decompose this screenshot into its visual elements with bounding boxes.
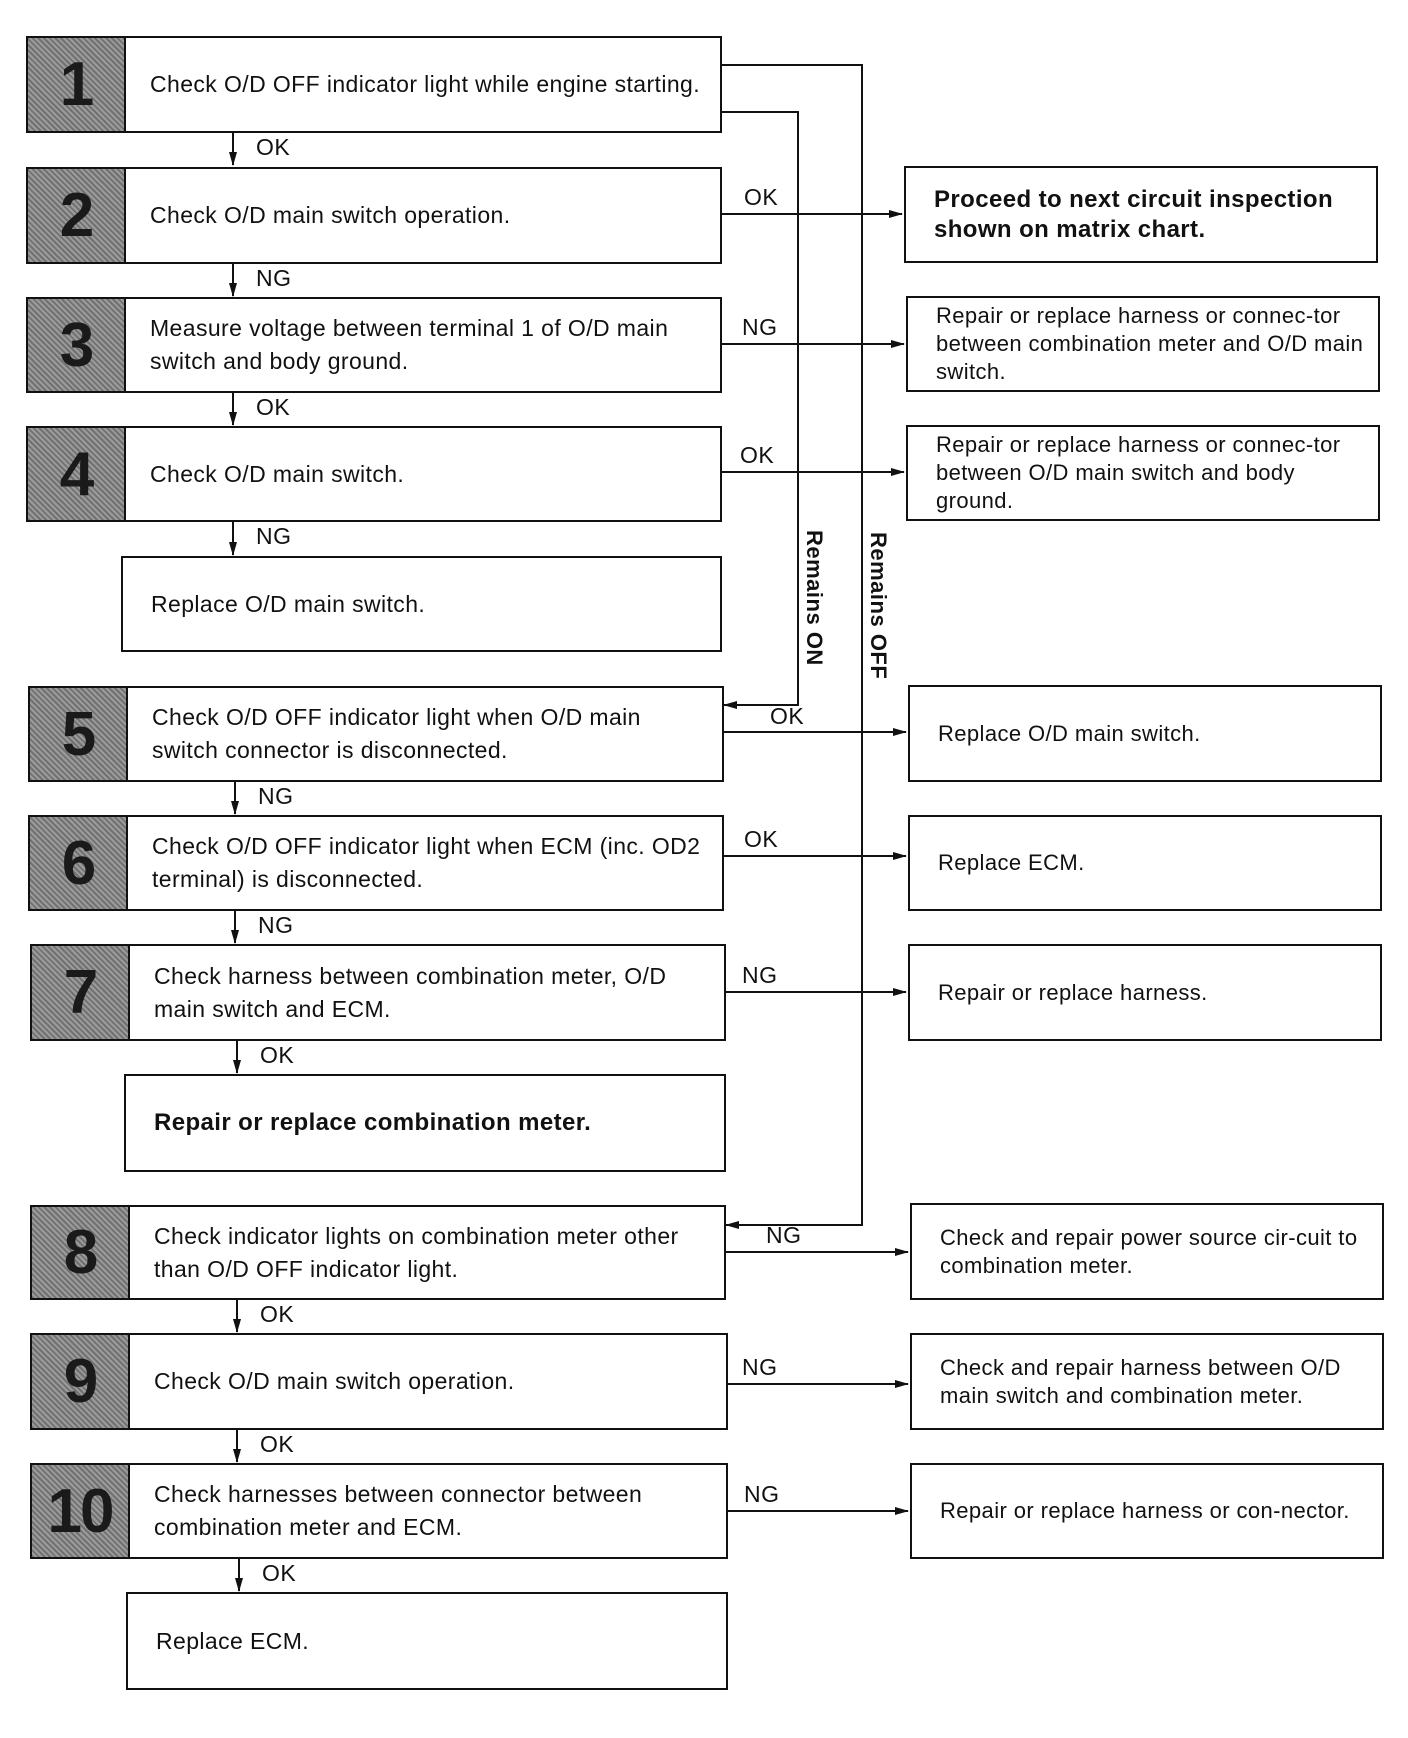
result-8-text: Check and repair power source cir-cuit to combination meter. <box>940 1224 1358 1278</box>
label-right-10: NG <box>744 1481 780 1507</box>
label-right-4: OK <box>740 442 775 468</box>
label-down-8: OK <box>260 1301 295 1327</box>
step-6-text: Check O/D OFF indicator light when ECM (inc. OD2 terminal) is disconnected. <box>152 833 701 892</box>
label-remains-on: Remains ON <box>802 530 827 666</box>
label-right-5: OK <box>770 703 805 729</box>
repair-combination-meter-text: Repair or replace combination meter. <box>154 1109 592 1136</box>
label-down-3: OK <box>256 394 291 420</box>
label-remains-off: Remains OFF <box>866 532 891 680</box>
step-4-number: 4 <box>28 428 126 520</box>
result-9-box <box>910 1333 1384 1430</box>
label-down-6: NG <box>258 912 294 938</box>
result-2-box <box>904 166 1378 263</box>
step-4-text: Check O/D main switch. <box>150 460 405 487</box>
step-1-text: Check O/D OFF indicator light while engine starting. <box>150 71 701 97</box>
label-down-7: OK <box>260 1042 295 1068</box>
result-4-box <box>906 425 1380 521</box>
replace-ecm-final-box <box>126 1592 728 1690</box>
label-right-7: NG <box>742 962 778 988</box>
step-6-number: 6 <box>30 817 128 909</box>
result-6-text: Replace ECM. <box>938 850 1085 875</box>
replace-ecm-final-text: Replace ECM. <box>156 1627 310 1654</box>
step-7-number: 7 <box>32 946 130 1039</box>
step-3-text: Measure voltage between terminal 1 of O/D main switch and body ground. <box>150 315 669 374</box>
replace-od-main-switch-text: Replace O/D main switch. <box>151 590 426 617</box>
step-8-text: Check indicator lights on combination meter other than O/D OFF indicator light. <box>154 1222 679 1282</box>
step-6-box <box>28 815 724 911</box>
remains-off-path <box>720 65 862 1225</box>
result-8-box <box>910 1203 1384 1300</box>
step-1-number: 1 <box>28 38 126 131</box>
result-10-box <box>910 1463 1384 1559</box>
step-10-number: 10 <box>32 1465 130 1557</box>
step-10-text: Check harnesses between connector between combination meter and ECM. <box>154 1481 643 1540</box>
result-3-text: Repair or replace harness or connec-tor between combination meter and O/D main switch. <box>936 303 1364 384</box>
label-down-10: OK <box>262 1560 297 1586</box>
result-7-text: Repair or replace harness. <box>938 979 1208 1005</box>
result-5-text: Replace O/D main switch. <box>938 720 1201 746</box>
step-9-text: Check O/D main switch operation. <box>154 1368 515 1394</box>
result-5-box <box>908 685 1382 782</box>
step-5-box <box>28 686 724 782</box>
step-9-box <box>30 1333 728 1430</box>
step-9-number: 9 <box>32 1335 130 1428</box>
result-9-text: Check and repair harness between O/D main switch and combination meter. <box>940 1354 1341 1408</box>
repair-combination-meter-box <box>124 1074 726 1172</box>
step-4-box <box>26 426 722 522</box>
step-2-number: 2 <box>28 169 126 262</box>
step-7-text: Check harness between combination meter, O/D main switch and ECM. <box>154 962 667 1022</box>
label-down-5: NG <box>258 783 294 809</box>
label-right-8: NG <box>766 1222 802 1248</box>
step-7-box <box>30 944 726 1041</box>
label-right-2: OK <box>744 184 779 210</box>
label-right-6: OK <box>744 826 779 852</box>
step-8-box <box>30 1205 726 1300</box>
result-2-text: Proceed to next circuit inspection shown on matrix chart. <box>934 185 1334 243</box>
result-3-box <box>906 296 1380 392</box>
result-4-text: Repair or replace harness or connec-tor between O/D main switch and body ground. <box>936 432 1341 513</box>
step-5-text: Check O/D OFF indicator light when O/D main switch connector is disconnected. <box>152 704 641 763</box>
result-6-box <box>908 815 1382 911</box>
label-right-9: NG <box>742 1354 778 1380</box>
step-1-box <box>26 36 722 133</box>
step-3-number: 3 <box>28 299 126 391</box>
result-7-box <box>908 944 1382 1041</box>
step-2-box <box>26 167 722 264</box>
step-3-box <box>26 297 722 393</box>
replace-od-main-switch-box <box>121 556 722 652</box>
step-5-number: 5 <box>30 688 128 780</box>
step-8-number: 8 <box>32 1207 130 1298</box>
label-right-3: NG <box>742 314 778 340</box>
step-10-box <box>30 1463 728 1559</box>
label-down-4: NG <box>256 523 292 549</box>
label-down-1: OK <box>256 134 291 160</box>
result-10-text: Repair or replace harness or con-nector. <box>940 1498 1350 1523</box>
label-down-9: OK <box>260 1431 295 1457</box>
step-2-text: Check O/D main switch operation. <box>150 202 511 228</box>
label-down-2: NG <box>256 265 292 291</box>
